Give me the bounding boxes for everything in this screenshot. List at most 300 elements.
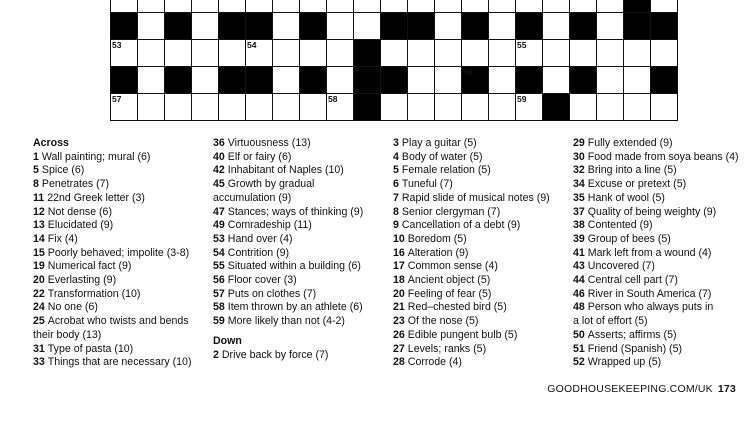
grid-cell[interactable] xyxy=(219,94,246,121)
clue-text: Senior clergyman (7) xyxy=(401,205,501,218)
page-number: 173 xyxy=(717,383,736,395)
grid-cell-black xyxy=(354,94,381,121)
clue-number: 50 xyxy=(573,328,585,341)
grid-cell[interactable] xyxy=(246,40,273,67)
clue-number: 39 xyxy=(573,232,585,245)
grid-cell[interactable] xyxy=(273,94,300,121)
clue-item xyxy=(213,288,363,302)
grid-cell-black xyxy=(570,67,597,94)
clue-text: Poorly behaved; impolite (3-8) xyxy=(47,246,190,259)
grid-cell-black xyxy=(246,67,273,94)
clue-column-4 xyxy=(573,137,739,370)
clue-number: 58 xyxy=(213,301,225,314)
clue-number: 3 xyxy=(393,137,399,149)
grid-cell[interactable] xyxy=(246,94,273,121)
clue-item xyxy=(393,164,550,178)
clue-text: Alteration (9) xyxy=(407,246,469,259)
clue-item xyxy=(213,137,363,151)
clue-number: 9 xyxy=(393,219,399,232)
clue-item xyxy=(573,343,739,357)
clue-number: 51 xyxy=(573,342,585,355)
clue-number: 47 xyxy=(213,205,225,218)
clue-text: Puts on clothes (7) xyxy=(227,287,317,300)
clue-item xyxy=(393,233,550,247)
grid-cell[interactable] xyxy=(597,0,624,13)
clue-number: 58 xyxy=(328,94,338,104)
clue-text: Inhabitant of Naples (10) xyxy=(227,164,344,177)
grid-cell[interactable] xyxy=(516,0,543,13)
clue-item xyxy=(213,164,363,178)
grid-cell[interactable] xyxy=(435,40,462,67)
clue-number: 56 xyxy=(213,274,225,287)
clue-item xyxy=(33,315,191,329)
grid-cell-black xyxy=(300,13,327,40)
clue-item xyxy=(393,288,550,302)
clue-number: 16 xyxy=(393,246,405,259)
clue-text-continued: accumulation (9) xyxy=(213,191,292,204)
clue-number: 17 xyxy=(393,260,405,273)
clue-number: 44 xyxy=(573,274,585,287)
clue-item xyxy=(33,260,191,274)
clue-number: 14 xyxy=(33,232,45,245)
clue-text: Wall painting; mural (6) xyxy=(41,150,151,163)
clue-item xyxy=(33,192,191,206)
clue-text: Drive back by force (7) xyxy=(221,348,329,361)
clue-number: 53 xyxy=(213,232,225,245)
grid-cell-black xyxy=(165,13,192,40)
down-clue-list-continued-2 xyxy=(573,137,739,370)
clue-item xyxy=(573,151,739,165)
grid-cell[interactable] xyxy=(435,13,462,40)
clue-number: 22 xyxy=(33,287,45,300)
grid-cell[interactable] xyxy=(489,40,516,67)
clue-item xyxy=(393,151,550,165)
clue-text: Edible pungent bulb (5) xyxy=(407,328,518,341)
grid-cell[interactable] xyxy=(327,67,354,94)
grid-cell-black xyxy=(624,13,651,40)
clue-text: Common sense (4) xyxy=(407,260,498,273)
grid-cell[interactable] xyxy=(165,0,192,13)
grid-cell[interactable] xyxy=(651,0,678,13)
clue-number: 15 xyxy=(33,246,45,259)
clue-item xyxy=(393,178,550,192)
grid-cell[interactable] xyxy=(111,94,138,121)
clue-number: 10 xyxy=(393,232,405,245)
grid-cell-black xyxy=(219,13,246,40)
clue-item xyxy=(213,151,363,165)
clue-text: Feeling of fear (5) xyxy=(407,287,492,300)
grid-cell-black xyxy=(624,0,651,13)
clue-item xyxy=(213,315,363,329)
clue-item xyxy=(393,343,550,357)
clue-item xyxy=(573,329,739,343)
clue-item xyxy=(573,192,739,206)
grid-cell[interactable] xyxy=(111,40,138,67)
clue-text: Contrition (9) xyxy=(227,246,290,259)
grid-cell-black xyxy=(462,13,489,40)
grid-cell[interactable] xyxy=(273,67,300,94)
footer-website: GOODHOUSEKEEPING.COM/UK xyxy=(547,383,713,395)
clue-number: 30 xyxy=(573,150,585,163)
grid-cell[interactable] xyxy=(462,40,489,67)
grid-cell[interactable] xyxy=(651,94,678,121)
clue-column-3 xyxy=(393,137,550,370)
grid-cell[interactable] xyxy=(138,67,165,94)
clue-number: 5 xyxy=(393,164,399,177)
grid-cell[interactable] xyxy=(489,0,516,13)
clue-item xyxy=(213,349,363,363)
clue-item xyxy=(393,206,550,220)
clue-item xyxy=(33,301,191,315)
clue-number: 25 xyxy=(33,315,45,328)
clue-item xyxy=(33,178,191,192)
grid-cell-black xyxy=(381,13,408,40)
clue-number: 18 xyxy=(393,274,405,287)
grid-cell[interactable] xyxy=(570,0,597,13)
clue-text: Central cell part (7) xyxy=(587,274,678,287)
clue-number: 7 xyxy=(393,191,399,204)
grid-cell-black xyxy=(543,94,570,121)
clue-number: 1 xyxy=(33,150,39,163)
clue-text: Ancient object (5) xyxy=(407,274,491,287)
grid-cell-black xyxy=(111,67,138,94)
clue-text: Acrobat who twists and bends xyxy=(47,315,189,328)
clue-text: More likely than not (4-2) xyxy=(227,315,345,328)
clue-number: 2 xyxy=(213,348,219,361)
clue-item xyxy=(573,356,739,370)
clue-item xyxy=(33,343,191,357)
clue-number: 34 xyxy=(573,178,585,191)
clue-text: Quality of being weighty (9) xyxy=(587,205,717,218)
clue-item xyxy=(213,206,363,220)
clue-text: Of the nose (5) xyxy=(407,315,479,328)
grid-cell[interactable] xyxy=(435,0,462,13)
clue-text: Stances; ways of thinking (9) xyxy=(227,205,364,218)
clue-number: 55 xyxy=(517,40,527,50)
grid-cell[interactable] xyxy=(192,40,219,67)
grid-cell[interactable] xyxy=(597,13,624,40)
clue-number: 11 xyxy=(33,191,45,204)
clue-number: 8 xyxy=(393,205,399,218)
clue-text: Wrapped up (5) xyxy=(587,356,662,369)
clue-text: Mark left from a wound (4) xyxy=(587,246,712,259)
grid-cell[interactable] xyxy=(273,40,300,67)
clue-item xyxy=(393,219,550,233)
clue-item xyxy=(573,178,739,192)
grid-cell-black xyxy=(354,40,381,67)
grid-cell-black xyxy=(462,67,489,94)
clue-text: Rapid slide of musical notes (9) xyxy=(401,191,550,204)
clue-item xyxy=(213,178,363,192)
grid-cell[interactable] xyxy=(165,40,192,67)
clue-number: 48 xyxy=(573,301,585,314)
grid-cell[interactable] xyxy=(327,94,354,121)
clue-number: 45 xyxy=(213,178,225,191)
clue-item xyxy=(393,329,550,343)
down-heading: Down xyxy=(213,334,242,347)
clue-item xyxy=(573,274,739,288)
grid-cell-black xyxy=(381,67,408,94)
grid-cell[interactable] xyxy=(192,94,219,121)
clue-number: 24 xyxy=(33,301,45,314)
clue-number: 20 xyxy=(33,274,45,287)
clue-item xyxy=(393,315,550,329)
clue-number: 28 xyxy=(393,356,405,369)
grid-cell[interactable] xyxy=(192,13,219,40)
grid-cell[interactable] xyxy=(624,67,651,94)
clue-number: 23 xyxy=(393,315,405,328)
down-clue-list xyxy=(213,349,363,363)
grid-cell[interactable] xyxy=(354,13,381,40)
clue-text: Growth by gradual xyxy=(227,178,315,191)
clue-text: Uncovered (7) xyxy=(587,260,655,273)
grid-cell[interactable] xyxy=(300,0,327,13)
clue-item xyxy=(393,247,550,261)
grid-cell[interactable] xyxy=(408,67,435,94)
grid-cell[interactable] xyxy=(219,40,246,67)
grid-cell[interactable] xyxy=(192,67,219,94)
grid-cell[interactable] xyxy=(327,13,354,40)
grid-cell[interactable] xyxy=(651,40,678,67)
crossword-grid xyxy=(110,0,678,121)
clue-item xyxy=(213,274,363,288)
clue-text-continued: their body (13) xyxy=(33,328,102,341)
grid-cell[interactable] xyxy=(111,0,138,13)
clue-item xyxy=(213,301,363,315)
clue-text: Situated within a building (6) xyxy=(227,260,361,273)
grid-cell-black xyxy=(300,67,327,94)
grid-cell[interactable] xyxy=(435,94,462,121)
grid-cell[interactable] xyxy=(381,94,408,121)
clue-text-continued: a lot of effort (5) xyxy=(573,315,648,328)
down-clue-list-continued xyxy=(393,137,550,370)
clue-item xyxy=(213,247,363,261)
grid-cell[interactable] xyxy=(489,67,516,94)
clue-number: 26 xyxy=(393,328,405,341)
clue-item xyxy=(573,137,739,151)
grid-cell-black xyxy=(111,13,138,40)
grid-cell[interactable] xyxy=(570,40,597,67)
grid-cell-black xyxy=(570,13,597,40)
clue-number: 54 xyxy=(213,246,225,259)
clue-text: Play a guitar (5) xyxy=(401,137,477,149)
clue-text: Tuneful (7) xyxy=(401,178,453,191)
clue-item xyxy=(573,233,739,247)
clue-item xyxy=(33,164,191,178)
grid-cell-black xyxy=(408,13,435,40)
grid-cell[interactable] xyxy=(408,0,435,13)
grid-cell[interactable] xyxy=(138,13,165,40)
grid-cell-black xyxy=(219,67,246,94)
clue-item xyxy=(33,356,191,370)
clue-text: Hand over (4) xyxy=(227,232,293,245)
grid-cell-black xyxy=(516,13,543,40)
clue-number: 46 xyxy=(573,287,585,300)
clue-text: Fully extended (9) xyxy=(587,137,673,149)
grid-cell[interactable] xyxy=(273,13,300,40)
grid-cell[interactable] xyxy=(246,0,273,13)
grid-cell[interactable] xyxy=(597,94,624,121)
clue-number: 38 xyxy=(573,219,585,232)
clue-number: 21 xyxy=(393,301,405,314)
clue-text: Numerical fact (9) xyxy=(47,260,132,273)
clue-item xyxy=(393,137,550,151)
clue-number: 35 xyxy=(573,191,585,204)
clue-text: Item thrown by an athlete (6) xyxy=(227,301,363,314)
clue-number: 54 xyxy=(247,40,257,50)
grid-cell[interactable] xyxy=(219,0,246,13)
grid-cell[interactable] xyxy=(165,94,192,121)
grid-cell[interactable] xyxy=(138,40,165,67)
clue-number: 5 xyxy=(33,164,39,177)
clue-number: 27 xyxy=(393,342,405,355)
clue-text: Everlasting (9) xyxy=(47,274,117,287)
grid-cell[interactable] xyxy=(327,40,354,67)
clue-number: 13 xyxy=(33,219,45,232)
clue-number: 32 xyxy=(573,164,585,177)
grid-cell[interactable] xyxy=(408,40,435,67)
clue-number: 33 xyxy=(33,356,45,369)
clue-number: 31 xyxy=(33,342,45,355)
grid-cell[interactable] xyxy=(192,0,219,13)
clue-number: 52 xyxy=(573,356,585,369)
grid-cell[interactable] xyxy=(381,40,408,67)
grid-cell[interactable] xyxy=(300,40,327,67)
clue-text: Corrode (4) xyxy=(407,356,462,369)
clue-text: Elucidated (9) xyxy=(47,219,114,232)
clue-item xyxy=(393,356,550,370)
clue-text: Type of pasta (10) xyxy=(47,342,134,355)
grid-cell[interactable] xyxy=(543,40,570,67)
clue-text: Transformation (10) xyxy=(47,287,141,300)
across-clue-list-continued xyxy=(213,137,363,329)
clue-item xyxy=(573,219,739,233)
clue-text: Excuse or pretext (5) xyxy=(587,178,687,191)
grid-cell[interactable] xyxy=(138,94,165,121)
clue-text: Person who always puts in xyxy=(587,301,714,314)
grid-cell[interactable] xyxy=(597,67,624,94)
grid-cell[interactable] xyxy=(543,0,570,13)
clue-text: Contented (9) xyxy=(587,219,653,232)
clue-item xyxy=(573,260,739,274)
clue-text: Friend (Spanish) (5) xyxy=(587,342,682,355)
clue-item xyxy=(33,274,191,288)
clue-text: 22nd Greek letter (3) xyxy=(47,191,145,204)
clue-text: River in South America (7) xyxy=(587,287,712,300)
clue-item xyxy=(33,219,191,233)
grid-cell[interactable] xyxy=(489,94,516,121)
clue-text: Boredom (5) xyxy=(407,232,467,245)
grid-cell[interactable] xyxy=(624,94,651,121)
clue-item xyxy=(573,247,739,261)
grid-cell[interactable] xyxy=(354,0,381,13)
clue-number: 19 xyxy=(33,260,45,273)
grid-cell[interactable] xyxy=(489,13,516,40)
clue-item xyxy=(393,274,550,288)
clue-number: 57 xyxy=(112,94,122,104)
clue-number: 12 xyxy=(33,205,45,218)
clue-number: 4 xyxy=(393,150,399,163)
grid-cell[interactable] xyxy=(597,40,624,67)
clue-text: Food made from soya beans (4) xyxy=(587,150,739,163)
clue-text: Spice (6) xyxy=(41,164,85,177)
grid-cell[interactable] xyxy=(543,67,570,94)
clue-text: Cancellation of a debt (9) xyxy=(401,219,521,232)
clue-number: 20 xyxy=(393,287,405,300)
clue-item xyxy=(33,206,191,220)
across-heading: Across xyxy=(33,137,69,149)
clue-number: 6 xyxy=(393,178,399,191)
clue-text: Asserts; affirms (5) xyxy=(587,328,677,341)
clue-column-1 xyxy=(33,137,191,370)
grid-cell-black xyxy=(246,13,273,40)
grid-cell-black xyxy=(651,13,678,40)
clue-number: 29 xyxy=(573,137,585,149)
grid-cell[interactable] xyxy=(462,0,489,13)
clue-number: 43 xyxy=(573,260,585,273)
grid-cell[interactable] xyxy=(138,0,165,13)
clue-item xyxy=(33,247,191,261)
clue-number: 59 xyxy=(213,315,225,328)
grid-cell[interactable] xyxy=(516,94,543,121)
clue-text: Comradeship (11) xyxy=(227,219,312,232)
grid-cell-black xyxy=(165,67,192,94)
clue-item xyxy=(33,288,191,302)
grid-cell-black xyxy=(354,67,381,94)
clue-text: Female relation (5) xyxy=(401,164,491,177)
clue-text: Body of water (5) xyxy=(401,150,483,163)
grid-cell[interactable] xyxy=(516,40,543,67)
clue-text: Hank of wool (5) xyxy=(587,191,665,204)
clue-number: 59 xyxy=(517,94,527,104)
clue-text: Virtuousness (13) xyxy=(227,137,311,149)
clue-text: Levels; ranks (5) xyxy=(407,342,487,355)
clue-item xyxy=(573,301,739,315)
clue-number: 41 xyxy=(573,246,585,259)
clue-text: Penetrates (7) xyxy=(41,178,110,191)
grid-cell-black xyxy=(651,67,678,94)
clue-column-2 xyxy=(213,137,363,362)
clue-item xyxy=(573,288,739,302)
clue-text: Things that are necessary (10) xyxy=(47,356,192,369)
grid-cell[interactable] xyxy=(327,0,354,13)
clue-item xyxy=(33,151,191,165)
clue-item xyxy=(213,233,363,247)
clue-text: Group of bees (5) xyxy=(587,232,671,245)
clue-text: No one (6) xyxy=(47,301,98,314)
grid-cell[interactable] xyxy=(543,13,570,40)
grid-cell[interactable] xyxy=(570,94,597,121)
grid-cell[interactable] xyxy=(624,40,651,67)
grid-cell[interactable] xyxy=(300,94,327,121)
clue-number: 42 xyxy=(213,164,225,177)
clue-number: 37 xyxy=(573,205,585,218)
grid-cell[interactable] xyxy=(408,94,435,121)
clue-number: 56 xyxy=(463,67,473,77)
grid-cell[interactable] xyxy=(462,94,489,121)
grid-cell-black xyxy=(516,67,543,94)
grid-cell[interactable] xyxy=(381,0,408,13)
page-footer xyxy=(547,383,736,395)
clue-number: 49 xyxy=(213,219,225,232)
grid-cell[interactable] xyxy=(273,0,300,13)
across-clue-list xyxy=(33,151,191,370)
clue-text: Elf or fairy (6) xyxy=(227,150,292,163)
clue-item xyxy=(573,164,739,178)
clue-item xyxy=(213,260,363,274)
clue-number: 8 xyxy=(33,178,39,191)
grid-cell[interactable] xyxy=(435,67,462,94)
